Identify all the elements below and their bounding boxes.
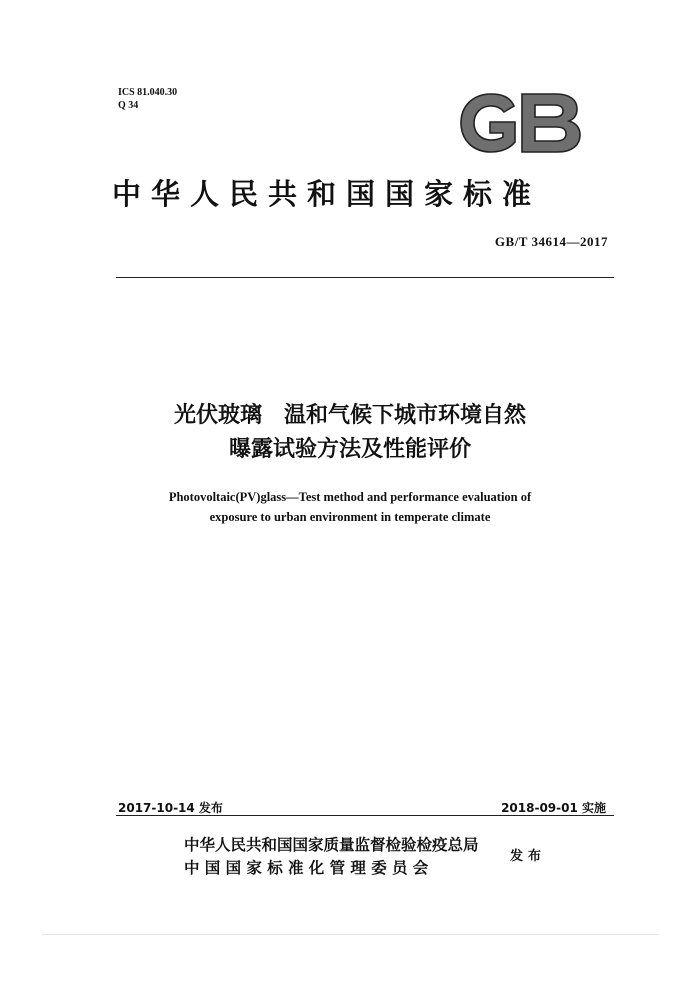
publish-label: 发布 xyxy=(510,849,547,864)
standard-number: GB/T 34614—2017 xyxy=(494,234,608,249)
publisher-org-2: 中国国家标准化管理委员会 xyxy=(184,858,434,877)
ics-code: ICS 81.040.30 xyxy=(118,87,178,98)
publisher-org-1: 中华人民共和国国家质量监督检验检疫总局 xyxy=(184,835,479,854)
gb-logo-icon xyxy=(458,92,584,154)
national-standard-heading: 中华人民共和国国家标准 xyxy=(112,177,542,211)
issue-date: 2017-10-14 发布 xyxy=(118,801,223,815)
classification-codes xyxy=(118,86,177,112)
chinese-title-line-1: 光伏玻璃 温和气候下城市环境自然 xyxy=(173,403,526,428)
page-bottom-line xyxy=(42,934,658,935)
english-title-line-2: exposure to urban environment in temperate climate xyxy=(209,510,491,524)
header-divider xyxy=(116,277,614,278)
ccs-code: Q 34 xyxy=(118,100,139,111)
footer-divider xyxy=(116,815,614,816)
implementation-date: 2018-09-01 实施 xyxy=(501,801,606,815)
chinese-title-line-2: 曝露试验方法及性能评价 xyxy=(228,437,471,462)
english-title-line-1: Photovoltaic(PV)glass—Test method and performance evaluation of xyxy=(168,490,532,504)
